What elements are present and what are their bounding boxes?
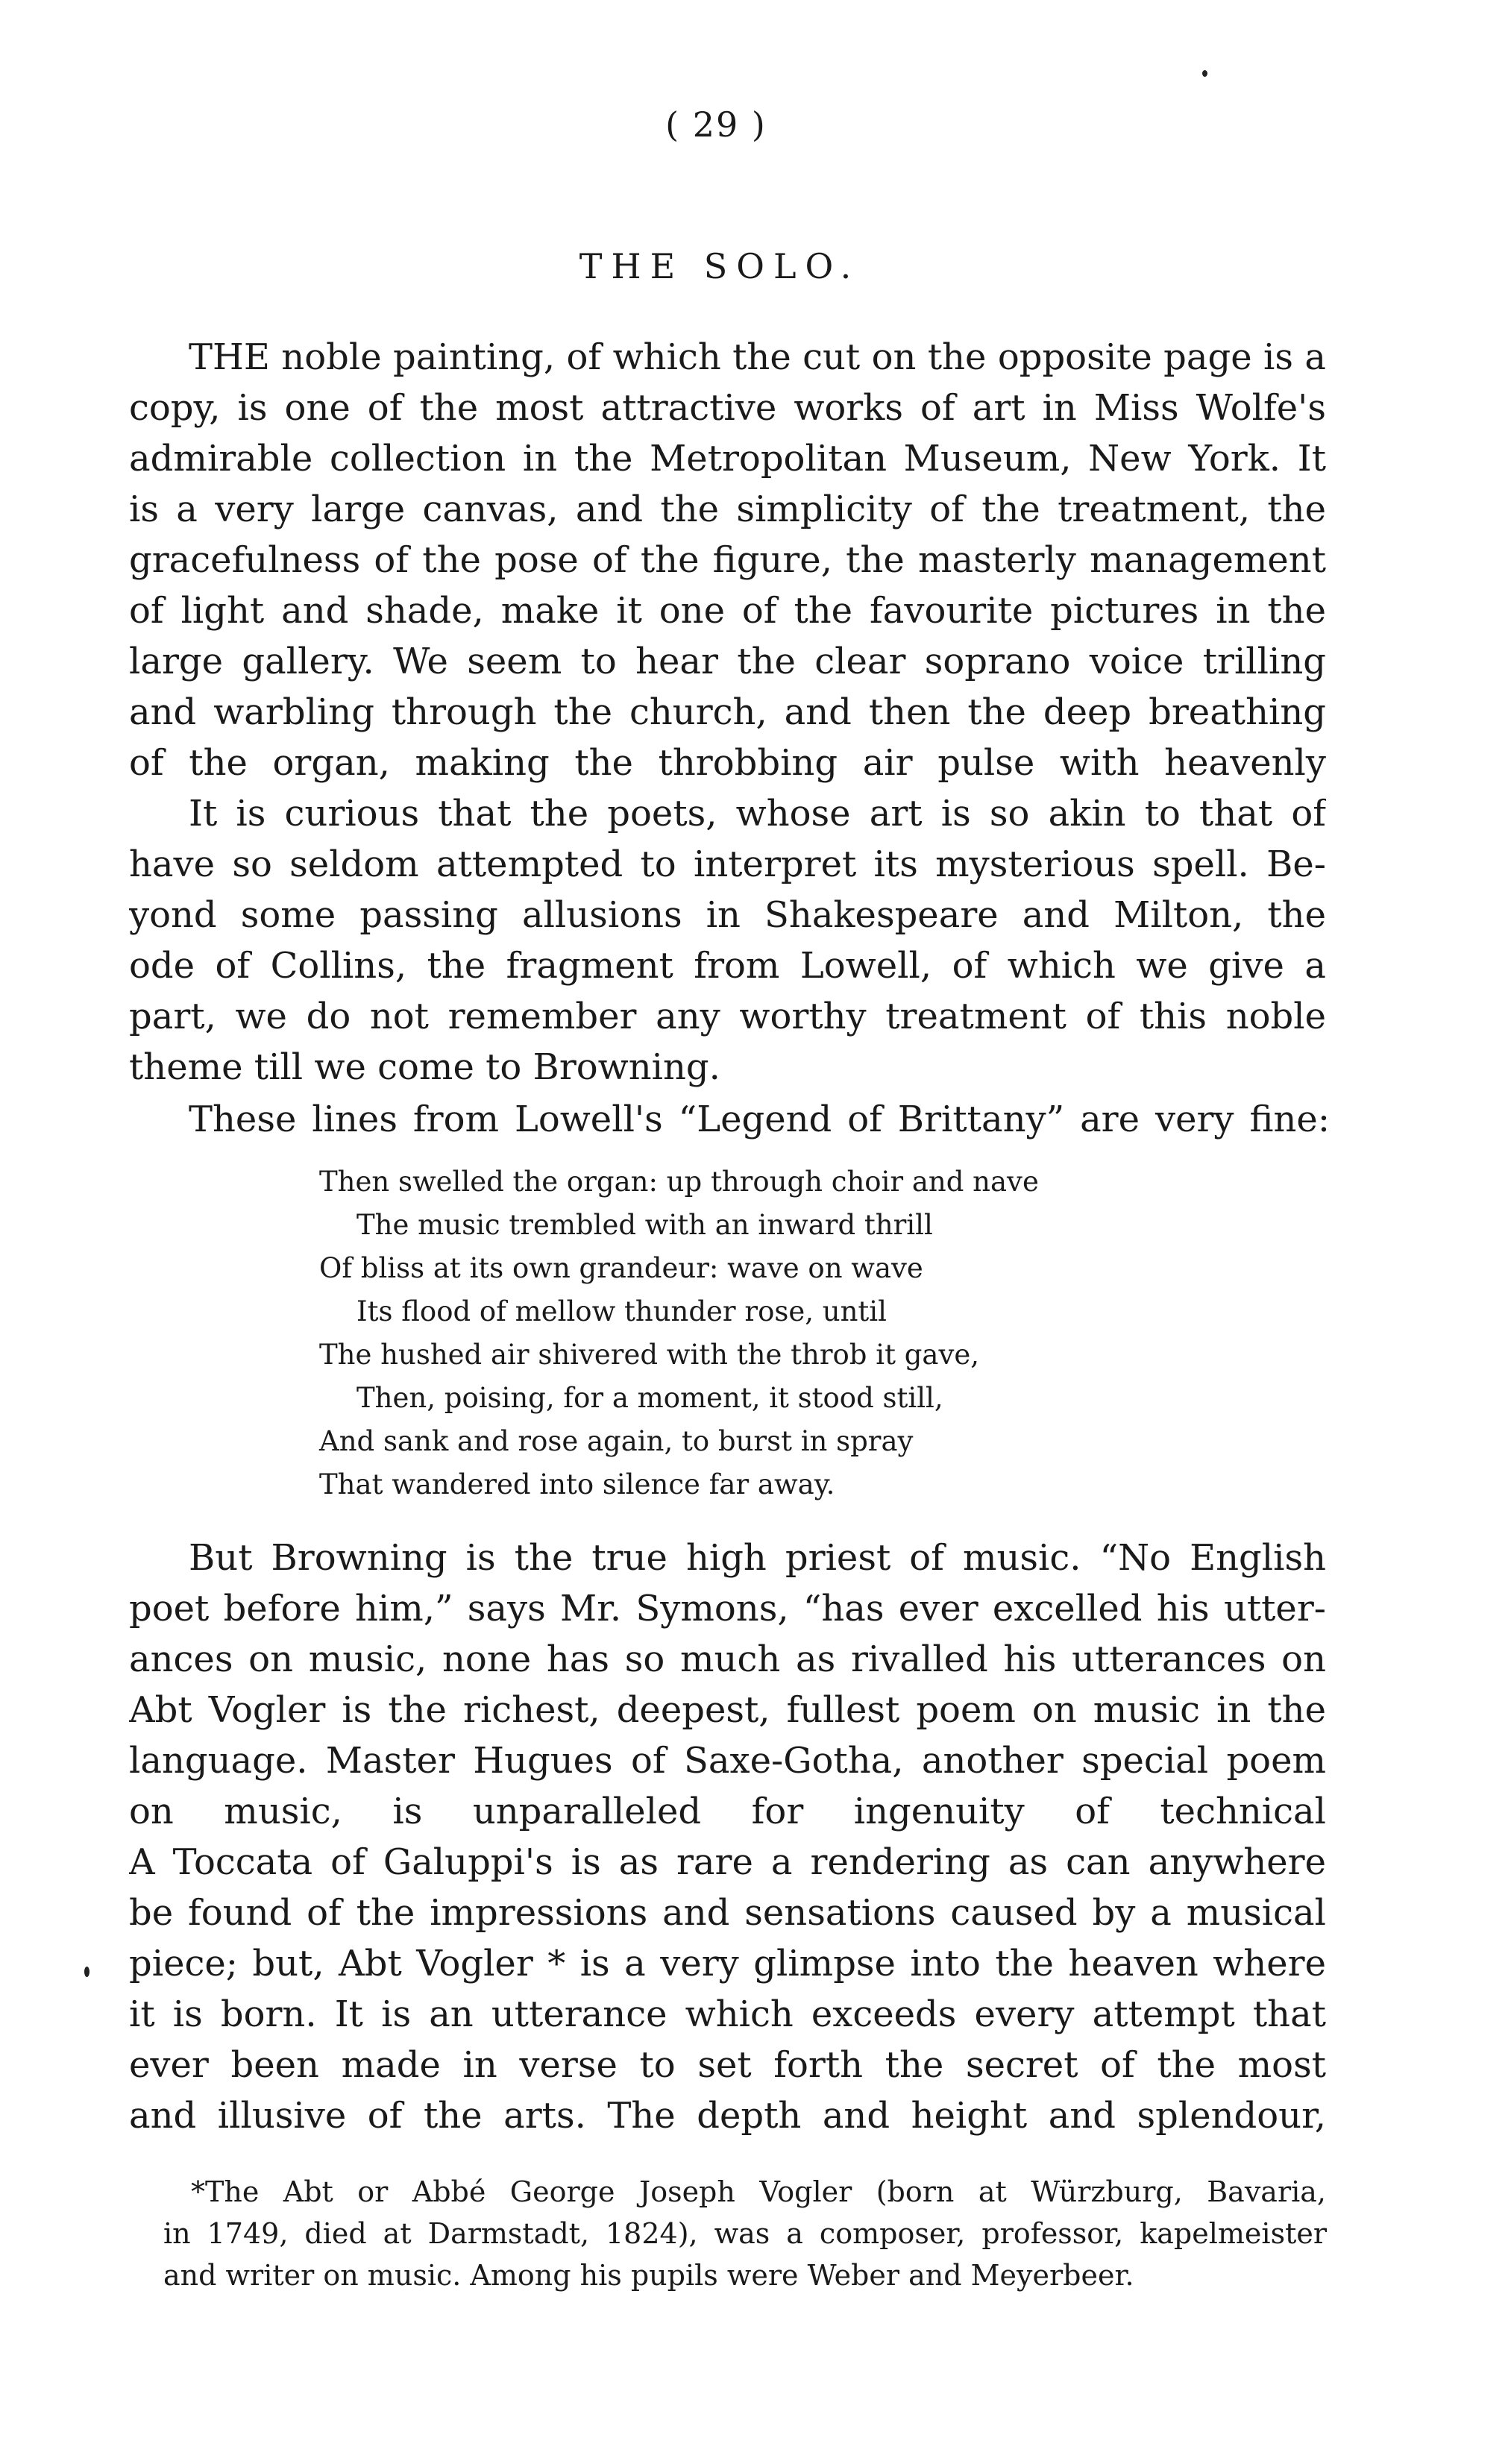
- text-line: Abt Vogler is the richest, deepest, fullest poem on music in the: [129, 1689, 1326, 1731]
- text-line: it is born. It is an utterance which exceeds every attempt that: [129, 1993, 1326, 2035]
- text-line: yond some passing allusions in Shakespeare and Milton, the: [129, 894, 1326, 936]
- poem-line: Its flood of mellow thunder rose, until: [356, 1295, 887, 1327]
- text-line: gracefulness of the pose of the figure, the masterly management: [129, 539, 1326, 581]
- text-line: have so seldom attempted to interpret its mysterious spell. Be-: [129, 843, 1326, 885]
- text-line: part, we do not remember any worthy treatment of this noble: [129, 996, 1326, 1037]
- footnote-line: *The Abt or Abbé George Joseph Vogler (born at Würzburg, Bavaria,: [191, 2175, 1326, 2208]
- text-line: copy, is one of the most attractive works of art in Miss Wolfe's: [129, 387, 1326, 429]
- poem-line: That wandered into silence far away.: [319, 1468, 835, 1500]
- poem-line: Then, poising, for a moment, it stood still,: [356, 1382, 943, 1414]
- ink-speck: [1202, 70, 1207, 77]
- ink-speck: [84, 1967, 89, 1977]
- text-line: It is curious that the poets, whose art is so akin to that of: [189, 793, 1326, 835]
- text-line: of the organ, making the throbbing air pulse with heavenly: [129, 742, 1326, 784]
- text-line: is a very large canvas, and the simplicity of the treatment, the: [129, 488, 1326, 530]
- text-line: A Toccata of Galuppi's is as rare a rendering as can anywhere: [129, 1841, 1326, 1883]
- text-line: language. Master Hugues of Saxe-Gotha, another special poem: [129, 1740, 1326, 1782]
- text-line: theme till we come to Browning.: [129, 1046, 720, 1088]
- poem-line: The hushed air shivered with the throb it gave,: [319, 1339, 980, 1371]
- poem-line: Of bliss at its own grandeur: wave on wave: [319, 1252, 923, 1284]
- footnote-line: and writer on music. Among his pupils were Weber and Meyerbeer.: [163, 2259, 1134, 2292]
- text-line: poet before him,” says Mr. Symons, “has ever excelled his utter-: [129, 1588, 1326, 1629]
- text-line: of light and shade, make it one of the favourite pictures in the: [129, 590, 1326, 632]
- text-line: large gallery. We seem to hear the clear soprano voice trilling: [129, 641, 1326, 682]
- text-line: be found of the impressions and sensations caused by a musical: [129, 1892, 1326, 1934]
- text-line: THE noble painting, of which the cut on the opposite page is a: [189, 336, 1326, 378]
- page-number: ( 29 ): [665, 104, 767, 145]
- poem-line: Then swelled the organ: up through choir and nave: [319, 1166, 1039, 1198]
- text-line: and illusive of the arts. The depth and height and splendour,: [129, 2095, 1326, 2137]
- text-line: ode of Collins, the fragment from Lowell, of which we give a: [129, 945, 1326, 987]
- chapter-title: THE SOLO.: [579, 246, 861, 286]
- text-line: piece; but, Abt Vogler * is a very glimpse into the heaven where: [129, 1943, 1326, 1984]
- text-line: But Browning is the true high priest of music. “No English: [189, 1537, 1326, 1579]
- paragraph-3: These lines from Lowell's “Legend of Brittany” are very fine:: [189, 1099, 1330, 1140]
- poem-line: And sank and rose again, to burst in spray: [319, 1425, 914, 1457]
- text-line: and warbling through the church, and then the deep breathing: [129, 691, 1326, 733]
- text-line: ances on music, none has so much as rivalled his utterances on: [129, 1638, 1326, 1680]
- text-line: ever been made in verse to set forth the secret of the most: [129, 2044, 1326, 2086]
- text-line: admirable collection in the Metropolitan Museum, New York. It: [129, 438, 1326, 480]
- footnote-line: in 1749, died at Darmstadt, 1824), was a composer, professor, kapelmeister: [163, 2217, 1327, 2250]
- text-line: on music, is unparalleled for ingenuity of technical: [129, 1791, 1326, 1832]
- poem-line: The music trembled with an inward thrill: [356, 1209, 933, 1241]
